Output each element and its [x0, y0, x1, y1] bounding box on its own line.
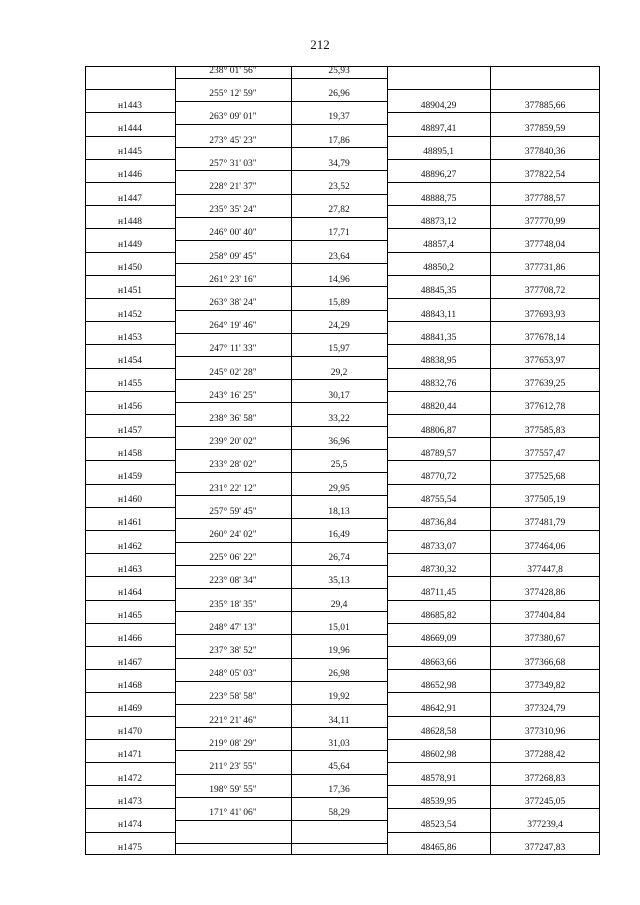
coordinate-x: 48652,98: [420, 680, 457, 691]
direction-angle: 221° 21' 46": [209, 715, 257, 726]
table-hline: [175, 704, 387, 705]
coordinate-x: 48850,2: [423, 263, 454, 274]
table-hline: [85, 646, 175, 647]
table-hline: [85, 252, 175, 253]
table-hline: [387, 182, 600, 183]
distance-value: 26,96: [328, 89, 350, 100]
distance-value: 24,29: [328, 321, 350, 332]
point-id: н1467: [117, 657, 143, 668]
distance-value: 23,64: [328, 251, 350, 262]
table-hline: [85, 832, 175, 833]
coordinate-x: 48904,29: [420, 100, 457, 111]
distance-value: 34,11: [328, 715, 350, 726]
point-id: н1451: [117, 286, 143, 297]
distance-value: 34,79: [328, 158, 350, 169]
coordinates-table: [85, 66, 600, 855]
point-id: н1461: [117, 518, 143, 529]
direction-angle: 239° 20' 02": [209, 437, 257, 448]
coordinate-x: 48888,75: [420, 193, 457, 204]
coordinate-x: 48642,91: [420, 704, 457, 714]
direction-angle: 235° 35' 24": [209, 205, 257, 216]
table-hline: [85, 669, 175, 670]
coordinate-y: 377366,68: [524, 657, 566, 668]
table-hline: [85, 414, 175, 415]
table-hline: [85, 692, 175, 693]
coordinate-y: 377612,78: [524, 402, 566, 413]
point-id: н1469: [117, 704, 143, 714]
coordinate-x: 48539,95: [420, 796, 457, 807]
coordinate-x: 48523,54: [420, 820, 457, 830]
coordinate-x: 48873,12: [420, 216, 457, 227]
point-id: н1458: [117, 448, 143, 459]
direction-angle: 219° 08' 29": [209, 738, 257, 749]
direction-angle: 223° 58' 58": [209, 692, 257, 703]
coordinate-y: 377653,97: [524, 356, 566, 366]
table-hline: [387, 89, 600, 90]
coordinate-y: 377245,05: [524, 796, 566, 807]
coordinate-x: 48838,95: [420, 356, 457, 366]
table-hline: [175, 124, 387, 125]
coordinate-y: 377859,59: [524, 124, 566, 134]
coordinate-y: 377481,79: [524, 518, 566, 529]
direction-angle: 273° 45' 23": [209, 135, 257, 146]
table-hline: [85, 716, 175, 717]
direction-angle: 248° 05' 03": [209, 669, 257, 680]
point-id: н1453: [117, 332, 143, 343]
distance-value: 29,4: [330, 599, 348, 610]
direction-angle: 235° 18' 35": [209, 599, 257, 610]
coordinate-y: 377678,14: [524, 332, 566, 343]
direction-angle: 257° 59' 45": [209, 506, 257, 517]
table-hline: [175, 588, 387, 589]
table-hline: [175, 286, 387, 287]
table-hline: [85, 739, 175, 740]
coordinate-y: 377380,67: [524, 634, 566, 645]
coordinate-x: 48857,4: [423, 240, 454, 250]
table-hline: [175, 217, 387, 218]
coordinate-y: 377239,4: [527, 820, 563, 830]
distance-value: 27,82: [328, 205, 350, 216]
coordinate-y: 377464,06: [524, 541, 566, 552]
point-id: н1475: [117, 843, 143, 854]
table-hline: [85, 228, 175, 229]
coordinate-y: 377885,66: [524, 100, 566, 111]
coordinate-x: 48730,32: [420, 564, 457, 575]
coordinate-y: 377788,57: [524, 193, 566, 204]
coordinate-y: 377822,54: [524, 170, 566, 181]
distance-value: 26,98: [328, 669, 350, 680]
table-hline: [175, 495, 387, 496]
table-hline: [175, 78, 387, 79]
point-id: н1447: [117, 193, 143, 204]
table-hline: [85, 344, 175, 345]
table-hline: [387, 368, 600, 369]
coordinate-y: 377447,8: [527, 564, 563, 575]
coordinate-x: 48806,87: [420, 425, 457, 436]
table-hline: [387, 414, 600, 415]
table-hline: [175, 518, 387, 519]
direction-angle: 246° 00' 40": [209, 228, 257, 239]
point-id: н1471: [117, 750, 143, 761]
table-hline: [175, 843, 387, 844]
distance-value: 25,5: [330, 460, 348, 471]
table-hline: [387, 785, 600, 786]
coordinate-y: 377404,84: [524, 611, 566, 622]
coordinate-x: 48896,27: [420, 170, 457, 181]
coordinate-y: 377731,86: [524, 263, 566, 274]
table-hline: [85, 623, 175, 624]
coordinate-y: 377525,68: [524, 472, 566, 482]
point-id: н1448: [117, 216, 143, 227]
direction-angle: 260° 24' 02": [209, 530, 257, 540]
distance-value: 19,37: [328, 112, 350, 123]
page-number: 212: [310, 37, 330, 52]
table-hline: [175, 681, 387, 682]
direction-angle: 248° 47' 13": [209, 622, 257, 633]
distance-value: 17,86: [328, 135, 350, 146]
table-hline: [387, 530, 600, 531]
table-hline: [175, 147, 387, 148]
direction-angle: 231° 22' 12": [209, 483, 257, 494]
table-hline: [85, 484, 175, 485]
table-hline: [175, 611, 387, 612]
distance-value: 17,71: [328, 228, 350, 239]
table-hline: [387, 623, 600, 624]
coordinate-y: 377288,42: [524, 750, 566, 761]
point-id: н1459: [117, 472, 143, 482]
distance-value: 15,89: [328, 298, 350, 308]
point-id: н1457: [117, 425, 143, 436]
distance-value: 58,29: [328, 808, 350, 819]
point-id: н1470: [117, 727, 143, 738]
direction-angle: 255° 12' 59": [209, 89, 257, 100]
coordinate-x: 48832,76: [420, 379, 457, 390]
table-hline: [175, 333, 387, 334]
distance-value: 29,2: [330, 367, 348, 378]
coordinate-x: 48602,98: [420, 750, 457, 761]
table-hline: [387, 669, 600, 670]
point-id: н1468: [117, 680, 143, 691]
direction-angle: 211° 23' 55": [209, 762, 257, 772]
distance-value: 26,74: [328, 553, 350, 564]
direction-angle: 238° 01' 56": [209, 66, 257, 76]
point-id: н1452: [117, 309, 143, 320]
table-hline: [387, 460, 600, 461]
point-id: н1465: [117, 611, 143, 622]
table-hline: [85, 437, 175, 438]
point-id: н1466: [117, 634, 143, 645]
table-hline: [85, 298, 175, 299]
table-hline: [387, 437, 600, 438]
direction-angle: 263° 09' 01": [209, 112, 257, 123]
table-hline: [387, 600, 600, 601]
table-hline: [387, 275, 600, 276]
direction-angle: 171° 41' 06": [209, 808, 257, 819]
point-id: н1455: [117, 379, 143, 390]
table-hline: [175, 263, 387, 264]
table-hline: [175, 426, 387, 427]
table-hline: [175, 658, 387, 659]
distance-value: 33,22: [328, 414, 350, 424]
table-hline: [175, 472, 387, 473]
table-hline: [175, 565, 387, 566]
coordinate-x: 48669,09: [420, 634, 457, 645]
table-hline: [387, 507, 600, 508]
coordinate-x: 48628,58: [420, 727, 457, 738]
direction-angle: 247° 11' 33": [209, 344, 257, 355]
coordinate-y: 377247,83: [524, 843, 566, 854]
distance-value: 16,49: [328, 530, 350, 540]
table-hline: [175, 727, 387, 728]
table-hline: [387, 159, 600, 160]
table-hline: [387, 252, 600, 253]
table-hline: [175, 310, 387, 311]
table-hline: [387, 344, 600, 345]
coordinate-y: 377324,79: [524, 704, 566, 714]
table-hline: [85, 205, 175, 206]
point-id: н1462: [117, 541, 143, 552]
point-id: н1454: [117, 356, 143, 366]
distance-value: 14,96: [328, 274, 350, 285]
table-hline: [85, 553, 175, 554]
table-hline: [387, 716, 600, 717]
table-hline: [387, 228, 600, 229]
coordinate-x: 48770,72: [420, 472, 457, 482]
point-id: н1444: [117, 124, 143, 134]
distance-value: 30,17: [328, 390, 350, 401]
direction-angle: 233° 28' 02": [209, 460, 257, 471]
direction-angle: 245° 02' 28": [209, 367, 257, 378]
distance-value: 15,97: [328, 344, 350, 355]
coordinate-y: 377840,36: [524, 147, 566, 158]
table-hline: [175, 774, 387, 775]
table-hline: [387, 205, 600, 206]
table-hline: [175, 101, 387, 102]
point-id: н1450: [117, 263, 143, 274]
table-hline: [85, 275, 175, 276]
table-hline: [85, 136, 175, 137]
coordinate-y: 377349,82: [524, 680, 566, 691]
point-id: н1472: [117, 773, 143, 784]
table-hline: [85, 391, 175, 392]
direction-angle: 243° 16' 25": [209, 390, 257, 401]
coordinate-x: 48578,91: [420, 773, 457, 784]
table-hline: [387, 391, 600, 392]
point-id: н1463: [117, 564, 143, 575]
table-hline: [175, 170, 387, 171]
table-hline: [85, 507, 175, 508]
table-hline: [175, 750, 387, 751]
table-hline: [387, 136, 600, 137]
coordinate-y: 377310,96: [524, 727, 566, 738]
table-hline: [85, 368, 175, 369]
table-hline: [387, 739, 600, 740]
table-hline: [175, 240, 387, 241]
table-hline: [85, 576, 175, 577]
table-hline: [175, 356, 387, 357]
coordinate-y: 377505,19: [524, 495, 566, 506]
table-hline: [387, 484, 600, 485]
direction-angle: 228° 21' 37": [209, 182, 257, 192]
table-hline: [175, 194, 387, 195]
table-hline: [387, 808, 600, 809]
table-hline: [387, 576, 600, 577]
coordinate-x: 48895,1: [423, 147, 454, 158]
distance-value: 23,52: [328, 182, 350, 192]
table-hline: [387, 832, 600, 833]
point-id: н1464: [117, 588, 143, 598]
distance-value: 19,92: [328, 692, 350, 703]
direction-angle: 198° 59' 55": [209, 785, 257, 796]
coordinate-x: 48897,41: [420, 124, 457, 134]
direction-angle: 257° 31' 03": [209, 158, 257, 169]
table-hline: [387, 762, 600, 763]
coordinate-x: 48736,84: [420, 518, 457, 529]
table-hline: [175, 542, 387, 543]
coordinate-y: 377748,04: [524, 240, 566, 250]
table-hline: [85, 112, 175, 113]
coordinate-x: 48465,86: [420, 843, 457, 854]
table-hline: [175, 634, 387, 635]
distance-value: 45,64: [328, 762, 350, 772]
distance-value: 18,13: [328, 506, 350, 517]
table-hline: [85, 600, 175, 601]
table-hline: [387, 298, 600, 299]
distance-value: 25,93: [328, 66, 350, 76]
table-hline: [85, 530, 175, 531]
point-id: н1460: [117, 495, 143, 506]
coordinate-y: 377428,86: [524, 588, 566, 598]
coordinate-y: 377693,93: [524, 309, 566, 320]
table-hline: [85, 89, 175, 90]
distance-value: 35,13: [328, 576, 350, 587]
coordinate-y: 377268,83: [524, 773, 566, 784]
coordinate-y: 377639,25: [524, 379, 566, 390]
point-id: н1473: [117, 796, 143, 807]
table-hline: [85, 460, 175, 461]
table-hline: [387, 553, 600, 554]
point-id: н1443: [117, 100, 143, 111]
table-hline: [175, 449, 387, 450]
direction-angle: 261° 23' 16": [209, 274, 257, 285]
table-hline: [387, 112, 600, 113]
coordinate-y: 377708,72: [524, 286, 566, 297]
point-id: н1445: [117, 147, 143, 158]
table-hline: [85, 808, 175, 809]
point-id: н1456: [117, 402, 143, 413]
direction-angle: 258° 09' 45": [209, 251, 257, 262]
direction-angle: 225° 06' 22": [209, 553, 257, 564]
direction-angle: 238° 36' 58": [209, 414, 257, 424]
distance-value: 29,95: [328, 483, 350, 494]
table-hline: [175, 402, 387, 403]
direction-angle: 237° 38' 52": [209, 646, 257, 656]
table-hline: [85, 762, 175, 763]
point-id: н1449: [117, 240, 143, 250]
coordinate-y: 377557,47: [524, 448, 566, 459]
table-hline: [387, 646, 600, 647]
table-hline: [85, 785, 175, 786]
table-hline: [387, 321, 600, 322]
table-hline: [85, 182, 175, 183]
point-id: н1474: [117, 820, 143, 830]
distance-value: 19,96: [328, 646, 350, 656]
coordinate-x: 48663,66: [420, 657, 457, 668]
distance-value: 15,01: [328, 622, 350, 633]
table-hline: [85, 159, 175, 160]
coordinate-y: 377585,83: [524, 425, 566, 436]
coordinate-x: 48685,82: [420, 611, 457, 622]
coordinate-x: 48789,57: [420, 448, 457, 459]
coordinate-x: 48843,11: [420, 309, 457, 320]
coordinate-x: 48841,35: [420, 332, 457, 343]
point-id: н1446: [117, 170, 143, 181]
table-hline: [175, 820, 387, 821]
table-hline: [175, 797, 387, 798]
coordinate-x: 48820,44: [420, 402, 457, 413]
distance-value: 31,03: [328, 738, 350, 749]
coordinate-x: 48733,07: [420, 541, 457, 552]
coordinate-x: 48711,45: [420, 588, 457, 598]
distance-value: 17,36: [328, 785, 350, 796]
table-hline: [85, 321, 175, 322]
distance-value: 36,96: [328, 437, 350, 448]
coordinate-y: 377770,99: [524, 216, 566, 227]
direction-angle: 263° 38' 24": [209, 298, 257, 308]
table-hline: [175, 379, 387, 380]
direction-angle: 264° 19' 46": [209, 321, 257, 332]
direction-angle: 223° 08' 34": [209, 576, 257, 587]
coordinate-x: 48845,35: [420, 286, 457, 297]
coordinate-x: 48755,54: [420, 495, 457, 506]
table-hline: [387, 692, 600, 693]
